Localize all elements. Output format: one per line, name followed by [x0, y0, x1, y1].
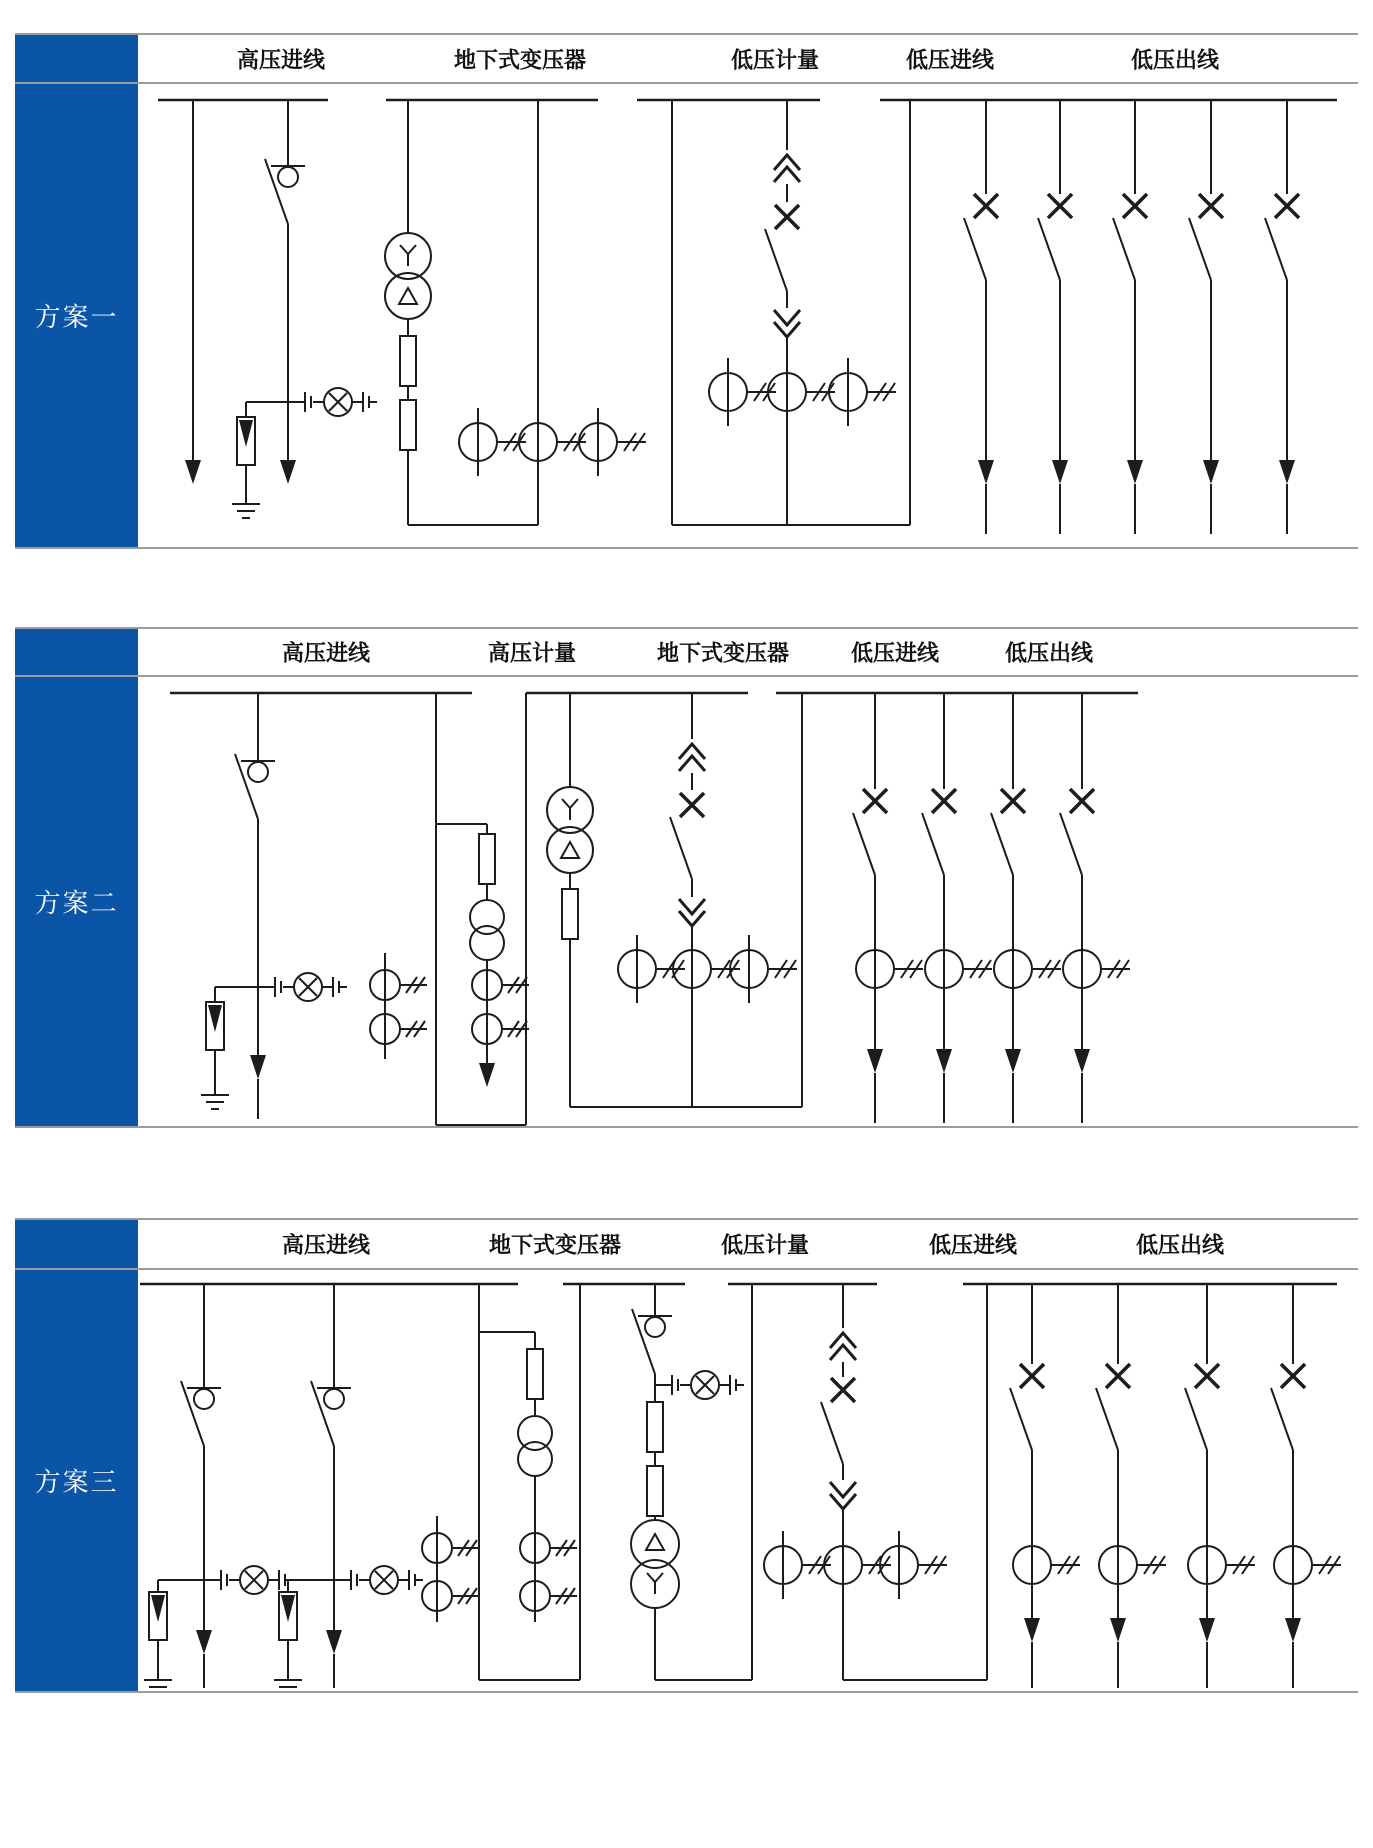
scheme-title: 方案二	[34, 888, 119, 918]
lv-feeder	[853, 693, 923, 1123]
column-header: 低压进线	[850, 640, 940, 666]
panel2-single-line-diagram	[138, 677, 1358, 1126]
lv-feeder-columns	[880, 100, 1337, 534]
column-header: 地下式变压器	[488, 1232, 622, 1258]
lv-feeder	[922, 693, 992, 1123]
column-header: 高压进线	[281, 640, 371, 666]
scheme-title: 方案三	[34, 1467, 119, 1497]
column-header: 低压出线	[1130, 47, 1220, 72]
voltage-transformer-icon	[470, 900, 504, 934]
hv-metering-column	[422, 1284, 580, 1680]
panel3-header	[15, 1220, 1358, 1270]
scheme-title: 方案一	[34, 302, 119, 332]
panel1-sidebar	[15, 84, 138, 547]
hv-incoming-column	[140, 1284, 518, 1691]
hv-incoming-column	[158, 100, 377, 518]
scheme-panel-1	[15, 33, 1358, 549]
lv-feeder	[1060, 693, 1130, 1123]
lv-feeder	[1271, 1284, 1341, 1688]
panel1-sidebar-header-block	[15, 35, 138, 82]
panel3-sidebar	[15, 1270, 138, 1691]
column-header: 高压进线	[281, 1232, 371, 1258]
lv-feeder	[1265, 100, 1299, 534]
lv-feeder	[1096, 1284, 1166, 1688]
panel3-single-line-diagram	[138, 1270, 1358, 1691]
transformer-column	[385, 100, 646, 525]
column-header: 地下式变压器	[453, 47, 587, 72]
panel3-sidebar-header-block	[15, 1220, 138, 1268]
panel2-sidebar-header-block	[15, 629, 138, 675]
lv-metering-column	[637, 100, 910, 525]
lv-feeder-columns	[963, 1284, 1341, 1688]
column-header: 高压计量	[487, 640, 577, 666]
hv-incoming-column	[170, 693, 472, 1119]
column-header: 高压进线	[236, 47, 326, 72]
voltage-transformer-icon	[518, 1442, 552, 1476]
transformer-column	[563, 1284, 752, 1680]
hv-incoming-feed	[144, 1284, 293, 1691]
lv-feeder	[1113, 100, 1147, 534]
column-header: 地下式变压器	[656, 640, 790, 666]
voltage-transformer-icon	[470, 926, 504, 960]
lv-feeder	[964, 100, 998, 534]
lv-feeder	[1038, 100, 1072, 534]
voltage-transformer-icon	[518, 1416, 552, 1450]
lv-metering-column	[728, 1284, 987, 1680]
panel2-sidebar	[15, 677, 138, 1126]
column-header: 低压出线	[1004, 640, 1094, 666]
transformer-column	[526, 693, 802, 1107]
column-header: 低压计量	[720, 1232, 810, 1258]
hv-incoming-feed	[274, 1284, 423, 1691]
lv-feeder	[991, 693, 1061, 1123]
panel1-single-line-diagram	[138, 84, 1358, 547]
hv-metering-column	[370, 693, 529, 1125]
lv-feeder	[1010, 1284, 1080, 1688]
column-header: 低压出线	[1135, 1232, 1225, 1258]
lv-feeder	[1185, 1284, 1255, 1688]
column-header: 低压进线	[928, 1232, 1018, 1258]
scheme-panel-3	[15, 1218, 1358, 1693]
panel2-header	[15, 629, 1358, 677]
lv-feeder	[1189, 100, 1223, 534]
panel1-header	[15, 35, 1358, 84]
column-header: 低压进线	[905, 47, 995, 72]
lv-feeder-columns	[776, 693, 1138, 1123]
column-header: 低压计量	[730, 47, 820, 72]
scheme-panel-2	[15, 627, 1358, 1128]
